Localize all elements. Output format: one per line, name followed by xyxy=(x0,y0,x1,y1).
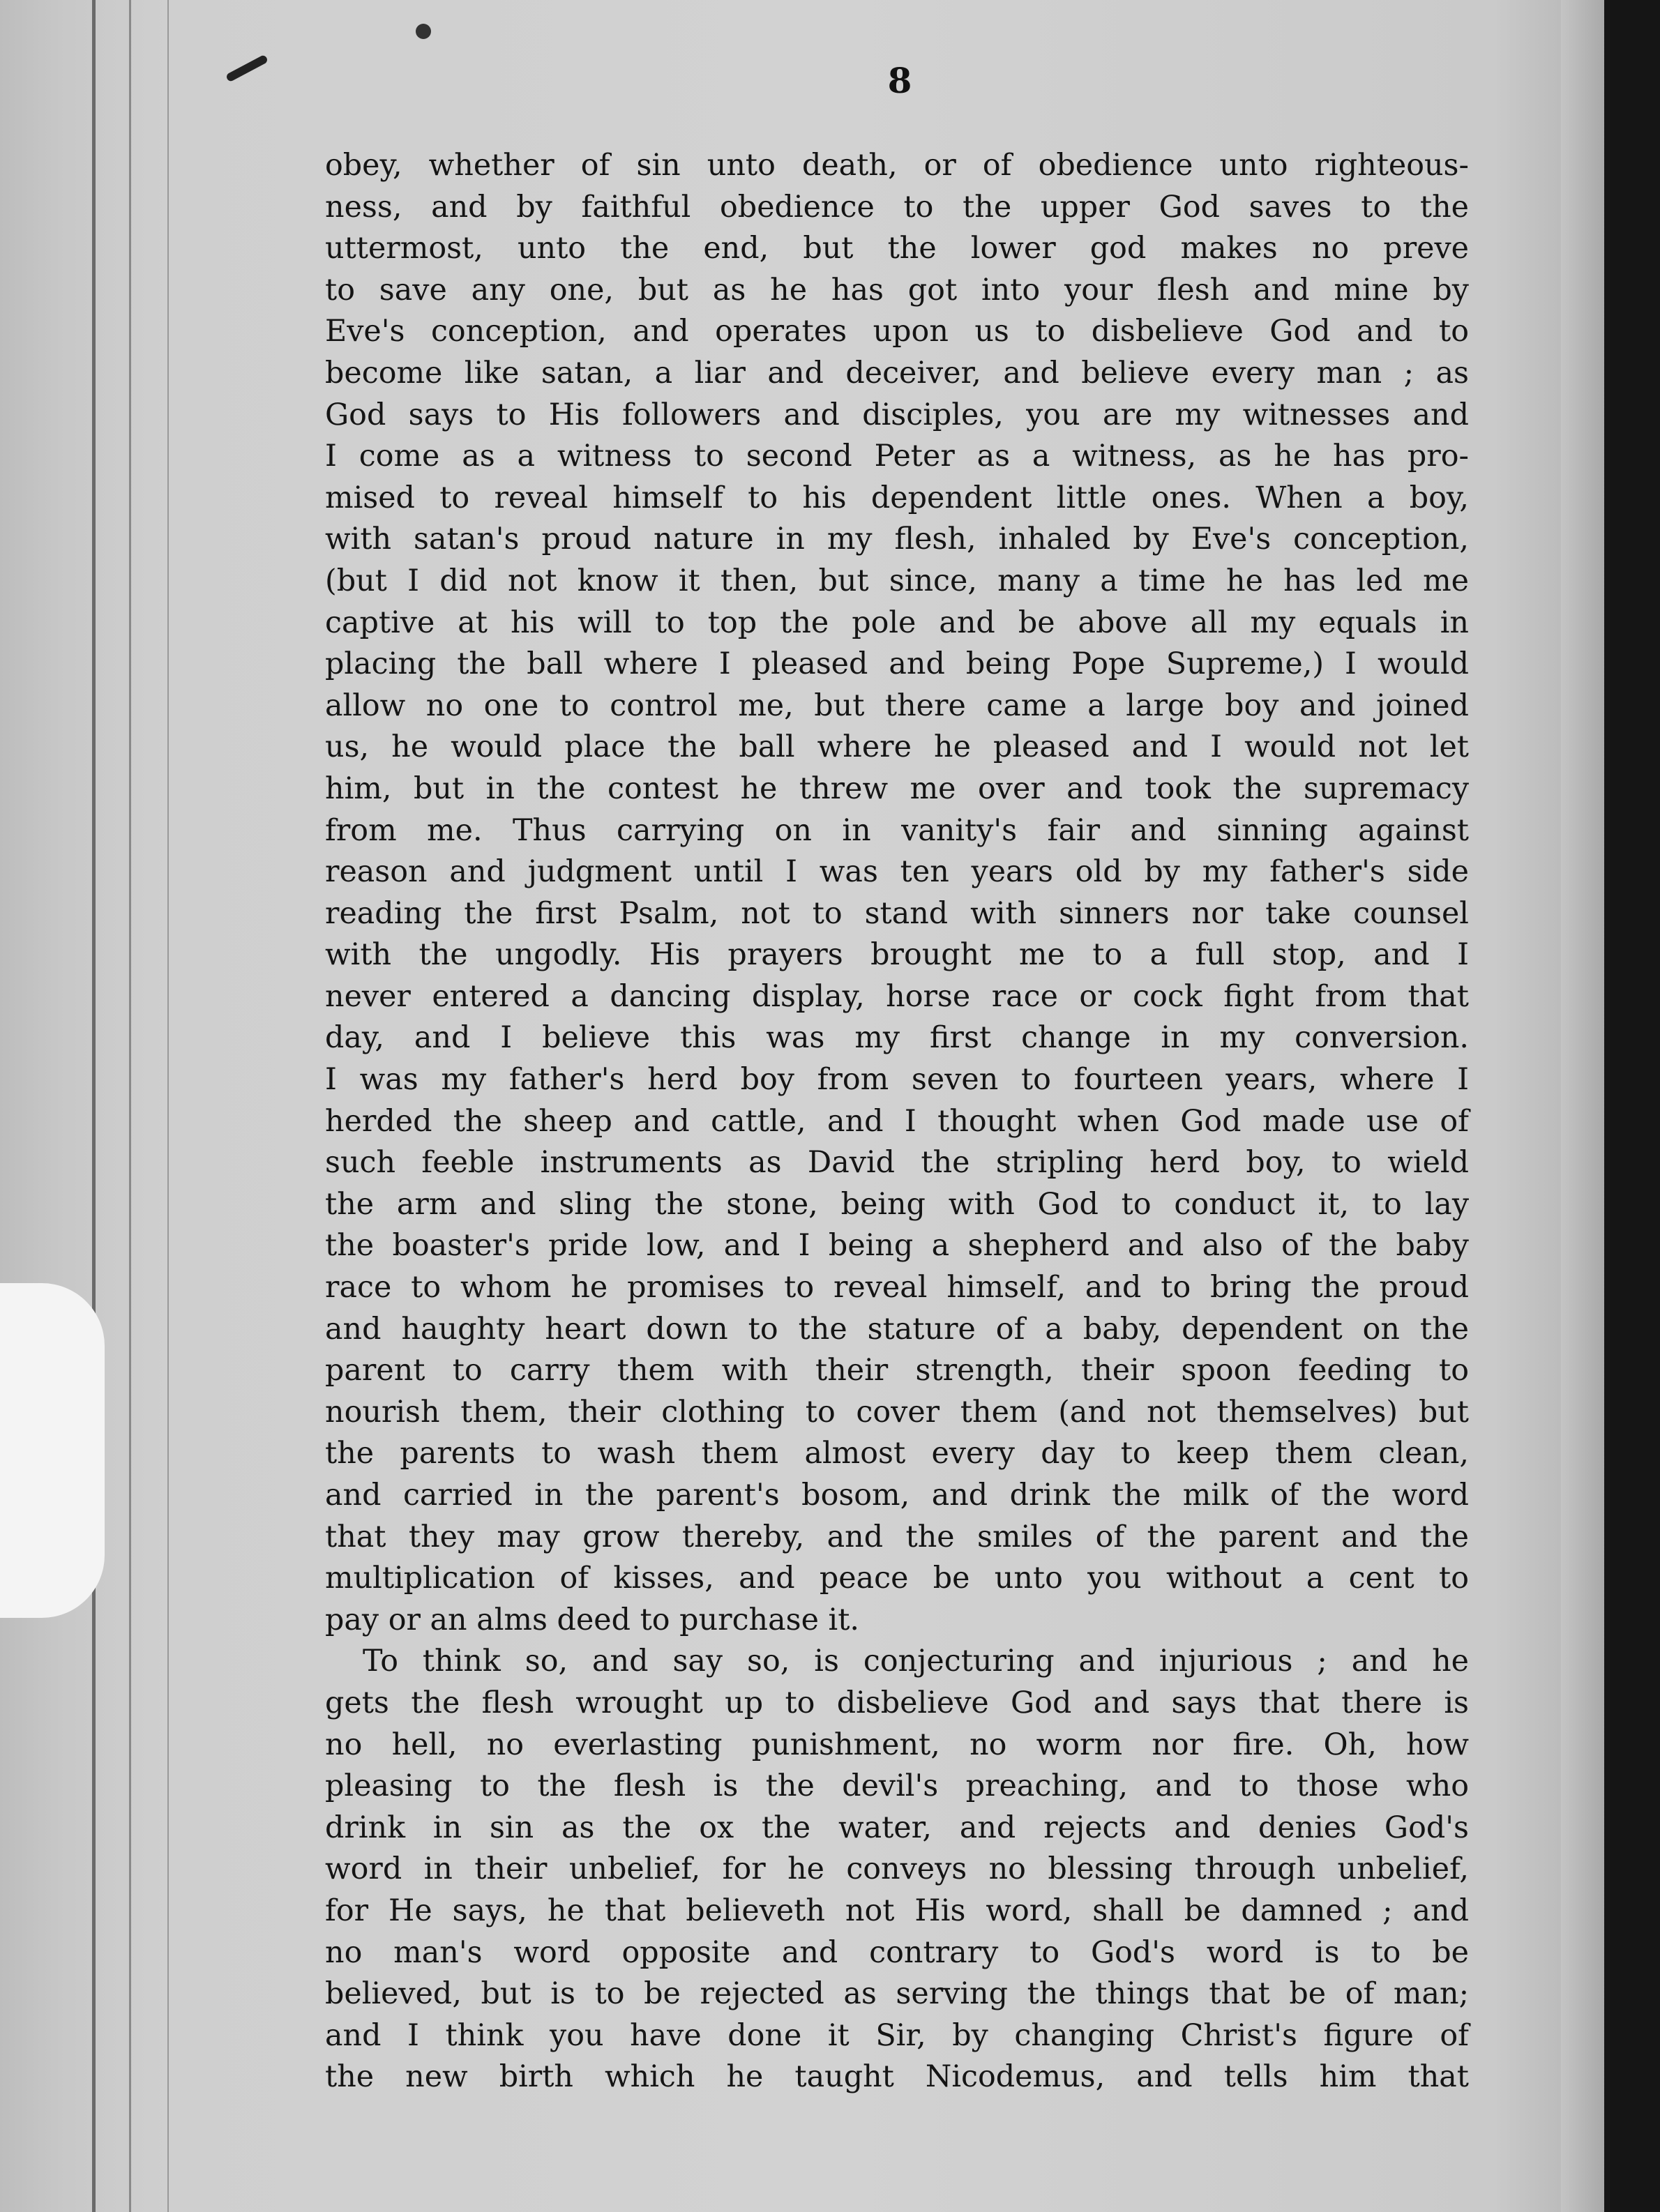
text-line: (but I did not know it then, but since, many a time he has led me xyxy=(325,563,1469,598)
text-line: no hell, no everlasting punishment, no worm nor fire. Oh, how xyxy=(325,1727,1469,1762)
text-line: and carried in the parent's bosom, and drink the milk of the word xyxy=(325,1478,1469,1513)
binding-fold-line xyxy=(92,0,96,2212)
text-line: no man's word opposite and contrary to God's word is to be xyxy=(325,1934,1469,1970)
text-line: such feeble instruments as David the stripling herd boy, to wield xyxy=(325,1145,1469,1181)
text-line: the parents to wash them almost every day to keep them clean, xyxy=(325,1436,1469,1471)
body-text xyxy=(325,145,1469,2098)
text-line: multiplication of kisses, and peace be unto you without a cent to xyxy=(325,1561,1469,1596)
text-line: race to whom he promises to reveal himself, and to bring the proud xyxy=(325,1270,1469,1305)
text-line: reason and judgment until I was ten years old by my father's side xyxy=(325,854,1469,890)
text-line: Eve's conception, and operates upon us to disbelieve God and to xyxy=(325,314,1469,349)
text-line: and haughty heart down to the stature of a baby, dependent on the xyxy=(325,1311,1469,1347)
inner-margin-line xyxy=(167,0,169,2212)
text-line: I come as a witness to second Peter as a witness, as he has pro- xyxy=(325,439,1469,474)
text-line: nourish them, their clothing to cover them (and not themselves) but xyxy=(325,1394,1469,1430)
text-line: reading the first Psalm, not to stand with sinners nor take counsel xyxy=(325,895,1469,931)
text-line: us, he would place the ball where he pleased and I would not let xyxy=(325,729,1469,765)
text-line: the new birth which he taught Nicodemus, and tells him that xyxy=(325,2059,1469,2095)
text-line: become like satan, a liar and deceiver, and believe every man ; as xyxy=(325,355,1469,391)
text-line: pleasing to the flesh is the devil's preaching, and to those who xyxy=(325,1768,1469,1804)
text-line: captive at his will to top the pole and be above all my equals in xyxy=(325,605,1469,640)
ink-dot xyxy=(416,24,431,39)
text-line: herded the sheep and cattle, and I thought when God made use of xyxy=(325,1103,1469,1139)
text-line: that they may grow thereby, and the smiles of the parent and the xyxy=(325,1519,1469,1554)
pen-mark xyxy=(225,54,269,83)
text-line: I was my father's herd boy from seven to fourteen years, where I xyxy=(325,1062,1469,1098)
binding-margin-line xyxy=(129,0,131,2212)
text-line: for He says, he that believeth not His word, shall be damned ; and xyxy=(325,1893,1469,1928)
text-line: to save any one, but as he has got into your flesh and mine by xyxy=(325,272,1469,308)
text-line: allow no one to control me, but there came a large boy and joined xyxy=(325,688,1469,723)
page-edge-shadow xyxy=(1561,0,1604,2212)
text-line: obey, whether of sin unto death, or of obedience unto righteous- xyxy=(325,148,1469,183)
text-line: him, but in the contest he threw me over and took the supremacy xyxy=(325,771,1469,806)
text-line: ness, and by faithful obedience to the upper God saves to the xyxy=(325,189,1469,225)
text-line: word in their unbelief, for he conveys no blessing through unbelief, xyxy=(325,1851,1469,1887)
text-line: mised to reveal himself to his dependent little ones. When a boy, xyxy=(325,480,1469,515)
text-line: uttermost, unto the end, but the lower god makes no preve xyxy=(325,231,1469,266)
text-line: parent to carry them with their strength, their spoon feeding to xyxy=(325,1353,1469,1388)
page-number: 8 xyxy=(887,60,912,101)
text-line: God says to His followers and disciples, you are my witnesses and xyxy=(325,397,1469,432)
text-line: the boaster's pride low, and I being a shepherd and also of the baby xyxy=(325,1228,1469,1264)
text-line: never entered a dancing display, horse race or cock fight from that xyxy=(325,978,1469,1014)
text-line: drink in sin as the ox the water, and rejects and denies God's xyxy=(325,1810,1469,1845)
text-line: gets the flesh wrought up to disbelieve God and says that there is xyxy=(325,1685,1469,1720)
text-line: with the ungodly. His prayers brought me to a full stop, and I xyxy=(325,937,1469,973)
paragraph-start-line: To think so, and say so, is conjecturing and injurious ; and he xyxy=(363,1644,1469,1679)
text-line: day, and I believe this was my first change in my conversion. xyxy=(325,1020,1469,1056)
text-line: the arm and sling the stone, being with God to conduct it, to lay xyxy=(325,1186,1469,1222)
paper-tear xyxy=(0,1283,105,1618)
text-line: from me. Thus carrying on in vanity's fair and sinning against xyxy=(325,812,1469,848)
page-edge-dark xyxy=(1604,0,1660,2212)
text-line: and I think you have done it Sir, by changing Christ's figure of xyxy=(325,2017,1469,2053)
text-line: believed, but is to be rejected as serving the things that be of man; xyxy=(325,1976,1469,2012)
paragraph-end-line: pay or an alms deed to purchase it. xyxy=(325,1602,860,1637)
text-line: placing the ball where I pleased and being Pope Supreme,) I would xyxy=(325,646,1469,682)
text-line: with satan's proud nature in my flesh, inhaled by Eve's conception, xyxy=(325,522,1469,557)
